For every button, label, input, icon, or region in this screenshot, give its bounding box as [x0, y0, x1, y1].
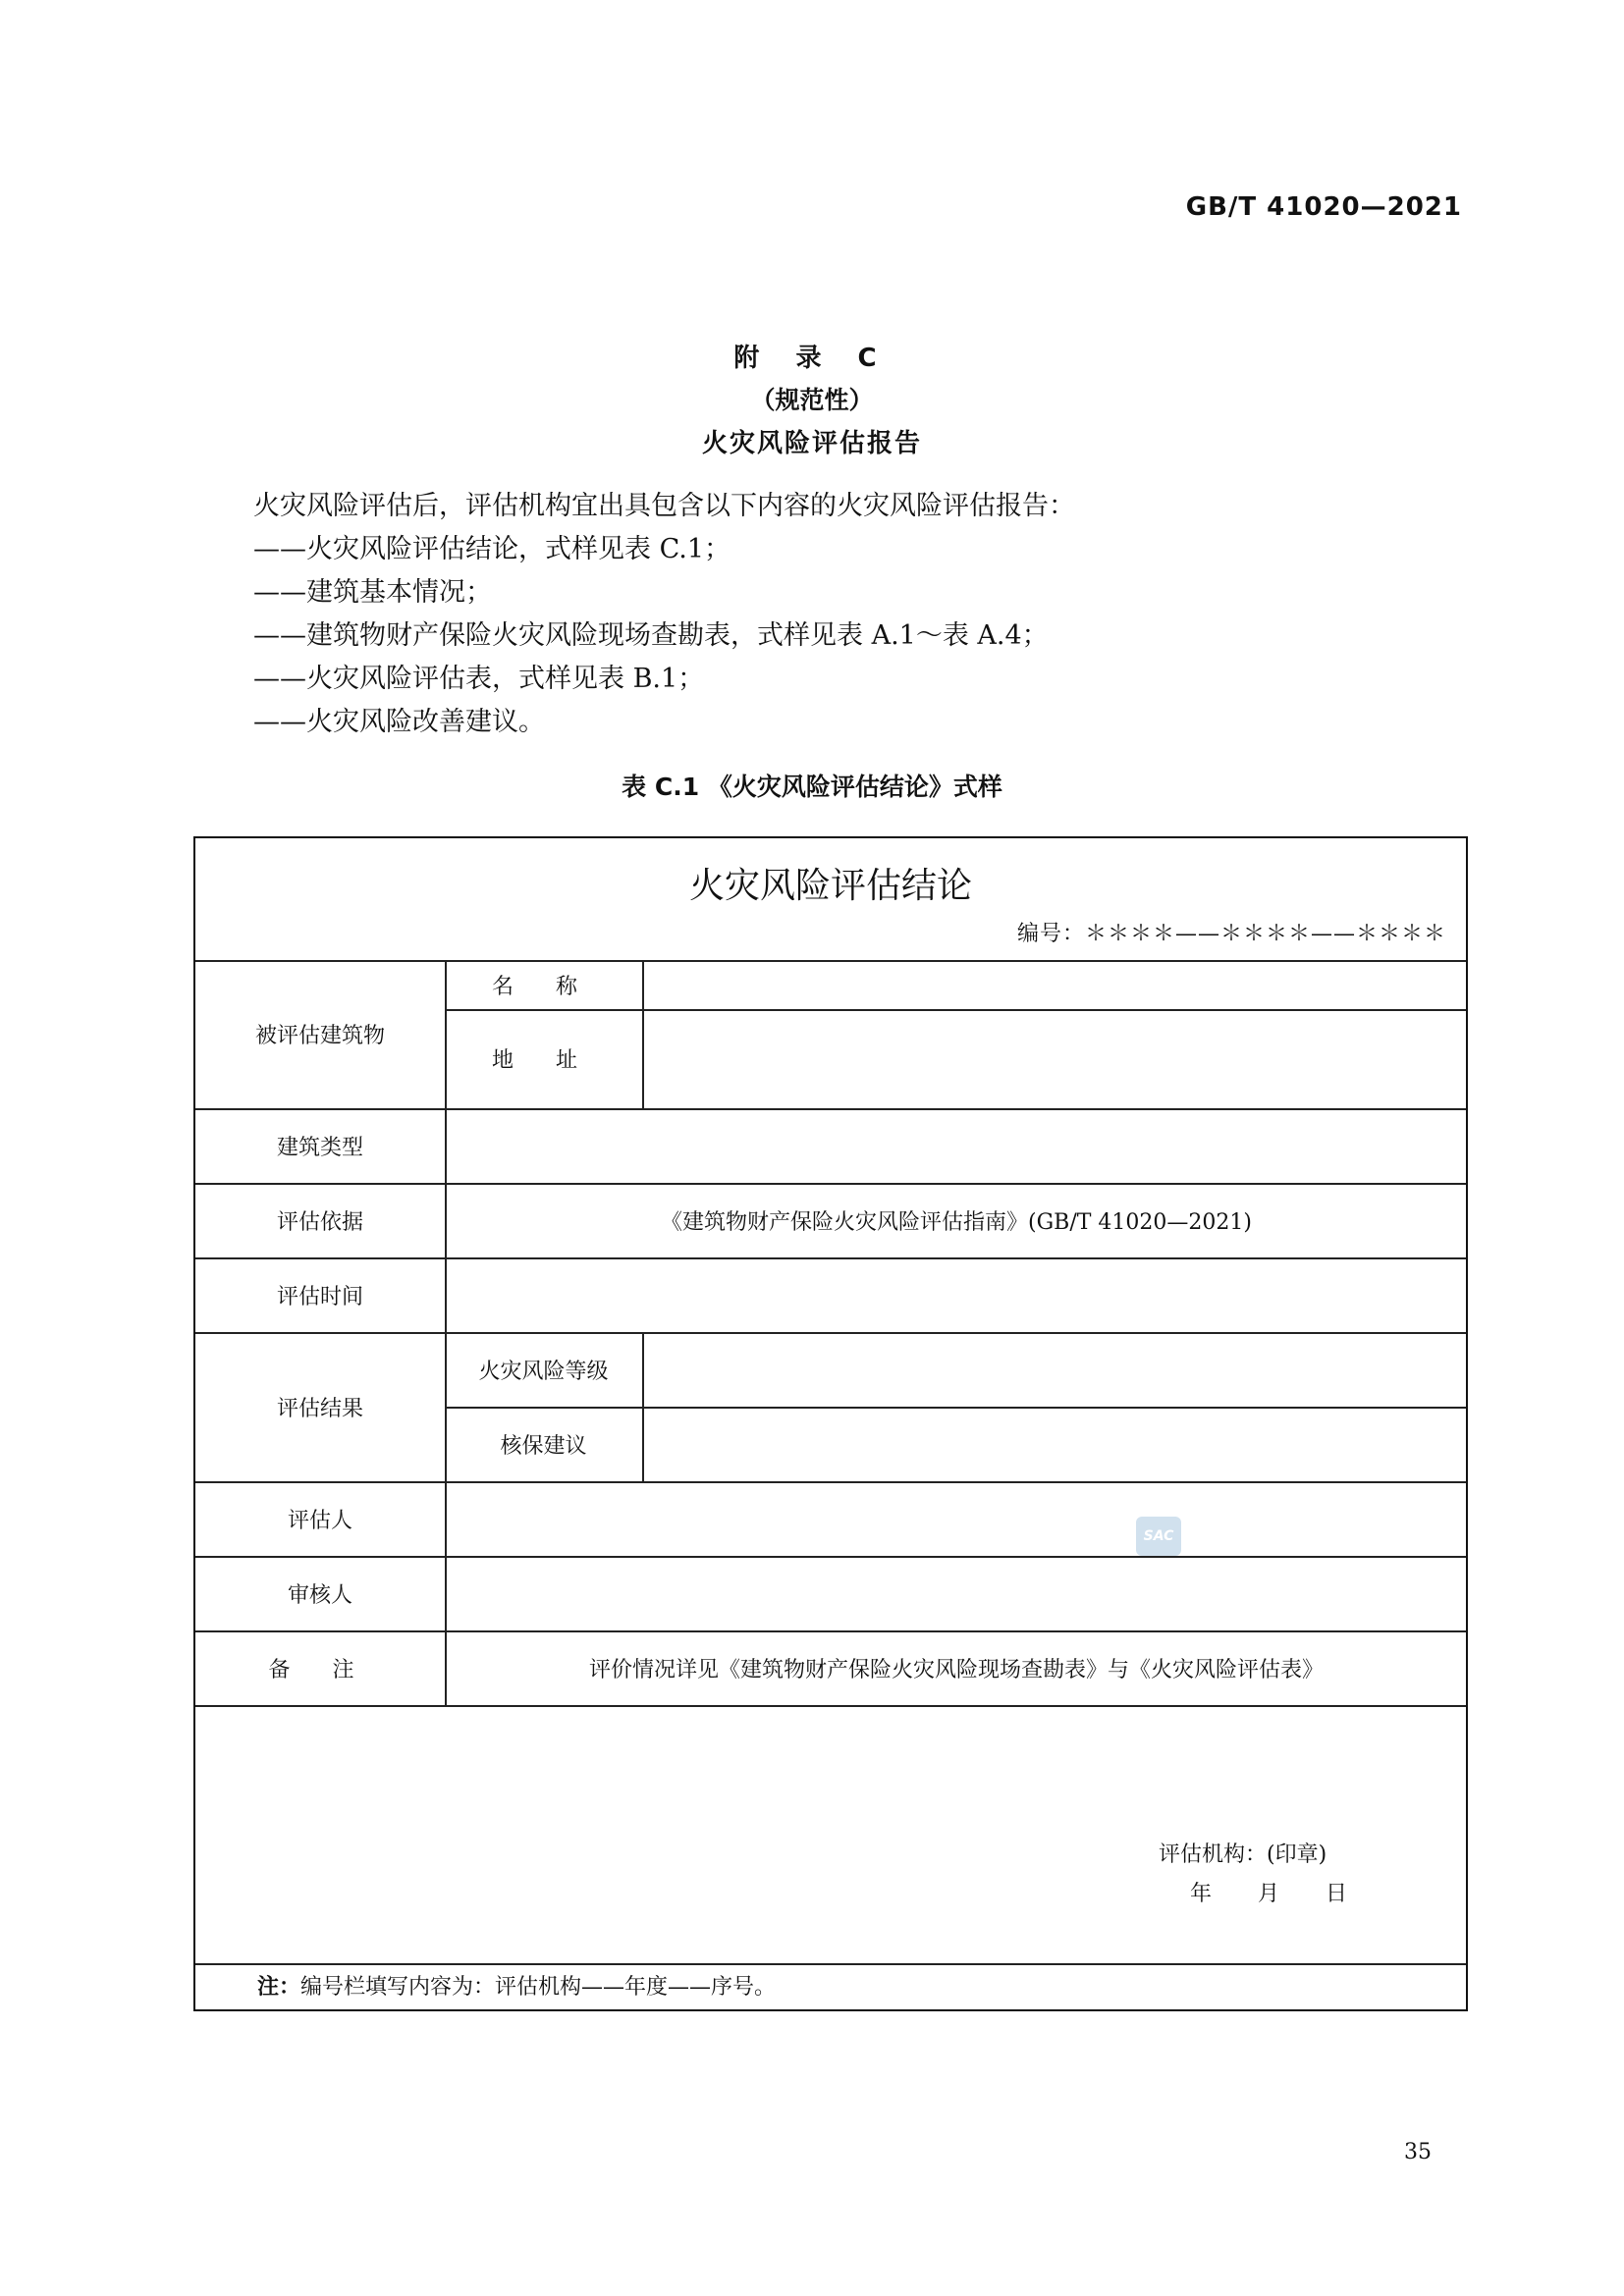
annex-title: 附 录 C [733, 344, 891, 373]
annex-name: 火灾风险评估报告 [701, 429, 922, 458]
risk-level-label: 火灾风险等级 [478, 1359, 609, 1384]
building-type-label: 建筑类型 [276, 1135, 363, 1160]
intro-item: ——建筑基本情况； [253, 577, 492, 608]
result-label: 评估结果 [276, 1396, 363, 1421]
table-caption: 表 C.1 《火灾风险评估结论》式样 [622, 773, 1002, 801]
intro-lead: 火灾风险评估后，评估机构宜出具包含以下内容的火灾风险评估报告： [253, 491, 1075, 521]
annex-type: （规范性） [750, 386, 874, 414]
building-label: 被评估建筑物 [254, 1024, 385, 1048]
intro-item: ——火灾风险评估结论，式样见表 C.1； [253, 534, 731, 564]
remarks-label: 备 注 [268, 1657, 372, 1682]
intro-text [253, 485, 1432, 744]
name-label: 名 称 [492, 974, 595, 999]
reviewer-label: 审核人 [287, 1582, 352, 1608]
note-text: 编号栏填写内容为：评估机构——年度——序号。 [300, 1975, 777, 2000]
row-divider [195, 1705, 1466, 1707]
assessor-label: 评估人 [287, 1508, 352, 1533]
form-title: 火灾风险评估结论 [688, 866, 972, 906]
signature-block [1159, 1836, 1367, 1914]
form-note [257, 1970, 776, 2001]
remarks-value: 评价情况详见《建筑物财产保险火灾风险现场查勘表》与《火灾风险评估表》 [588, 1657, 1324, 1682]
form-number: 编号：＊＊＊＊——＊＊＊＊——＊＊＊＊ [1016, 922, 1446, 946]
sac-watermark-logo: SAC [1136, 1517, 1181, 1556]
intro-item: ——火灾风险评估表，式样见表 B.1； [253, 664, 705, 694]
time-label: 评估时间 [276, 1284, 363, 1309]
basis-label: 评估依据 [276, 1209, 363, 1235]
intro-item: ——建筑物财产保险火灾风险现场查勘表，式样见表 A.1～表 A.4； [253, 620, 1049, 651]
page-number: 35 [1404, 2140, 1432, 2164]
col-divider [642, 1332, 644, 1481]
underwriting-label: 核保建议 [500, 1433, 587, 1459]
org-seal-line: 评估机构：(印章) [1159, 1842, 1327, 1867]
col-divider [642, 960, 644, 1108]
intro-item: ——火灾风险改善建议。 [253, 707, 545, 737]
standard-code: GB/T 41020—2021 [1185, 192, 1462, 222]
row-divider [195, 1963, 1466, 1965]
date-line: 年 月 日 [1190, 1882, 1367, 1906]
address-label: 地 址 [492, 1048, 595, 1073]
note-label: 注： [257, 1975, 301, 2000]
basis-value: 《建筑物财产保险火灾风险评估指南》(GB/T 41020—2021) [661, 1209, 1252, 1235]
